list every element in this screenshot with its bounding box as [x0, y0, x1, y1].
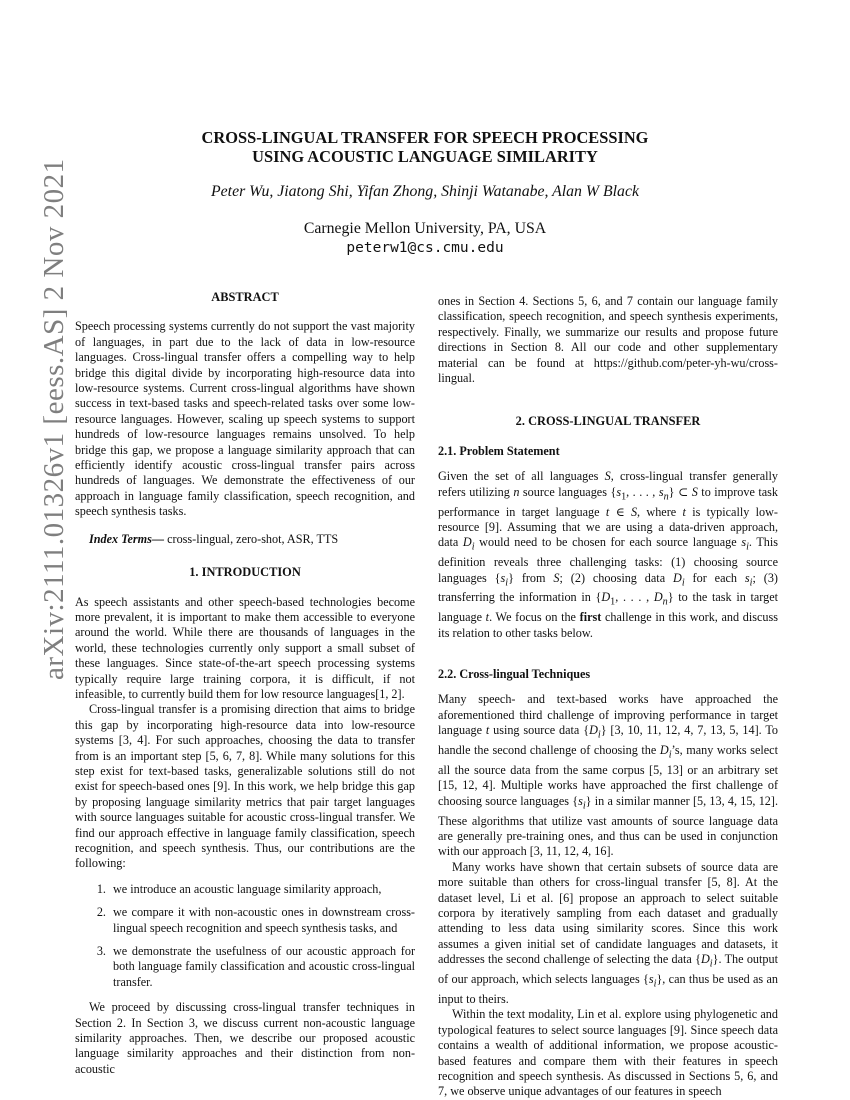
title-line-2: USING ACOUSTIC LANGUAGE SIMILARITY [252, 147, 598, 166]
left-column [75, 290, 415, 1077]
techniques-paragraph-2: Many works have shown that certain subsets of source data are more suitable than others for cross-lingual transfer [5, 8]. At the dataset level, Li et al. [6] propose an approach to select suitable corpora by iteratively sampling from each dataset and gradually attending to less data using similarity scores. Since this work assumes a given initial set of candidate languages and datasets, it addresses the second challenge of selecting the data $\{D_i\}$. The output of our approach, which selects languages $\{s_i\}$, can thus be used as an input to theirs. [438, 859, 778, 1006]
techniques-paragraph-3: Within the text modality, Lin et al. explore using phylogenetic and typological features to select source languages [9]. Since speech data contains a wealth of additional information, we propose acoustic-based features and compare them with their features in speech recognition and speech synthesis. As discussed in Sections 5, 6, and 7, we observe unique advantages of our features in speech [438, 1007, 778, 1099]
contact-email[interactable]: peterw1@cs.cmu.edu [346, 240, 504, 256]
intro-paragraph-3-continued: ones in Section 4. Sections 5, 6, and 7 contain our language family classification, speech recognition, and speech synthesis experiments, respectively. Finally, we summarize our results and propose future directions in Section 8. All our code and other supplementary material can be found at https://github.com/peter-yh-wu/cross-lingual. [438, 294, 778, 386]
section-1-heading: 1. INTRODUCTION [189, 565, 301, 580]
intro-paragraph-2: Cross-lingual transfer is a promising direction that aims to bridge this gap by incorporating high-resource data into low-resource systems [3, 4]. For such approaches, choosing the data to transfer from is an important step [5, 6, 7, 8]. While many solutions for this step exist for text-based tasks, generalizable solutions still do not exist for speech-based ones [9]. In this work, we help bridge this gap by proposing language similarity metrics that pair target languages with source languages suitable for acoustic cross-lingual transfer. We find our approach effective in language family classification, speech recognition, and speech synthesis. Thus, our contributions are the following: [75, 702, 415, 871]
list-item: 2. we compare it with non-acoustic ones in downstream cross-lingual speech recognition and speech synthesis tasks, and [109, 905, 415, 936]
intro-paragraph-1: As speech assistants and other speech-based technologies become more prevalent, it is important to make them accessible to everyone around the world. While there are thousands of languages in the world, these technologies currently only support a small subset of these languages. Since state-of-the-art speech processing systems typically require large training corpora, it is difficult, if not infeasible, to currently build them for low resource languages[1, 2]. [75, 594, 415, 701]
techniques-paragraph-1: Many speech- and text-based works have approached the aforementioned third challenge of improving performance in target language t using source data $\{D_i\}$ [3, 10, 11, 12, 4, 7, 13, 5, 14]. To handle the second challenge of choosing the $D_i’s$, many works select all the source data from the same corpus [5, 13] or an arbitrary set [15, 12, 4]. Multiple works have approached the first challenge of choosing source languages $\{s_i\}$ in a similar manner [5, 13, 4, 15, 12]. These algorithms that utilize vast amounts of source language data are generally pre-training ones, and thus can be used in conjunction with our approach [3, 11, 12, 4, 16]. [438, 692, 779, 859]
title-line-1: CROSS-LINGUAL TRANSFER FOR SPEECH PROCESSING [201, 128, 649, 147]
index-terms [75, 532, 415, 547]
affiliation: Carnegie Mellon University, PA, USA [303, 220, 547, 237]
paper-title [0, 128, 850, 166]
abstract-text: Speech processing systems currently do not support the vast majority of languages, in part due to the lack of data in low-resource languages. Cross-lingual transfer offers a compelling way to help bridge this digital divide by incorporating high-resource data into low-resource systems. Current cross-lingual algorithms have shown success in text-based tasks and speech-related tasks over some low-resource languages. However, scaling up speech systems to support hundreds of low-resource languages remains unsolved. To help bridge this gap, we propose a language similarity approach that can efficiently identify acoustic cross-lingual transfer pairs across hundreds of languages. We demonstrate the effectiveness of our approach in language family classification, speech recognition, and speech synthesis tasks. [75, 319, 415, 519]
contributions-list [75, 882, 415, 990]
problem-statement-paragraph: Given the set of all languages S, cross-lingual transfer generally refers utilizing n source languages {$s_1$, . . . , $s_n$} ⊂ S to improve task performance in target language t ∈ S, where t is typically low-resource [9]. Assuming that we are using a data-driven approach, data $D_i$ would need to be chosen for each source language $s_i$. This definition reveals three challenging tasks: (1) choosing source languages $\{s_i\}$ from S; (2) choosing data $D_i$ for each $s_i$; (3) transferring the information in {$D_1$, . . . , $D_n$} to the task in target language t. We focus on the first challenge in this work, and discuss its relation to other tasks below. [438, 469, 779, 640]
subsection-2-2-heading: 2.2. Cross-lingual Techniques [438, 667, 591, 682]
index-terms-list: cross-lingual, zero-shot, ASR, TTS [164, 531, 339, 546]
subsection-2-1-heading: 2.1. Problem Statement [438, 443, 560, 458]
section-2-heading: 2. CROSS-LINGUAL TRANSFER [515, 414, 701, 429]
list-item: 3. we demonstrate the usefulness of our acoustic approach for both language family classification and acoustic cross-lingual transfer. [109, 944, 415, 990]
list-item: 1. we introduce an acoustic language similarity approach, [109, 882, 415, 897]
abstract-heading: ABSTRACT [211, 290, 279, 304]
author-list: Peter Wu, Jiatong Shi, Yifan Zhong, Shinji Watanabe, Alan W Black [211, 183, 639, 200]
arxiv-identifier: arXiv:2111.01326v1 [eess.AS] 2 Nov 2021 [38, 158, 70, 680]
intro-paragraph-3: We proceed by discussing cross-lingual transfer techniques in Section 2. In Section 3, we discuss current non-acoustic language similarity approaches. Then, we describe our proposed acoustic language similarity approaches and their distinction from non-acoustic [75, 1000, 415, 1076]
right-column [438, 294, 778, 1100]
index-terms-label: Index Terms— [89, 531, 165, 546]
